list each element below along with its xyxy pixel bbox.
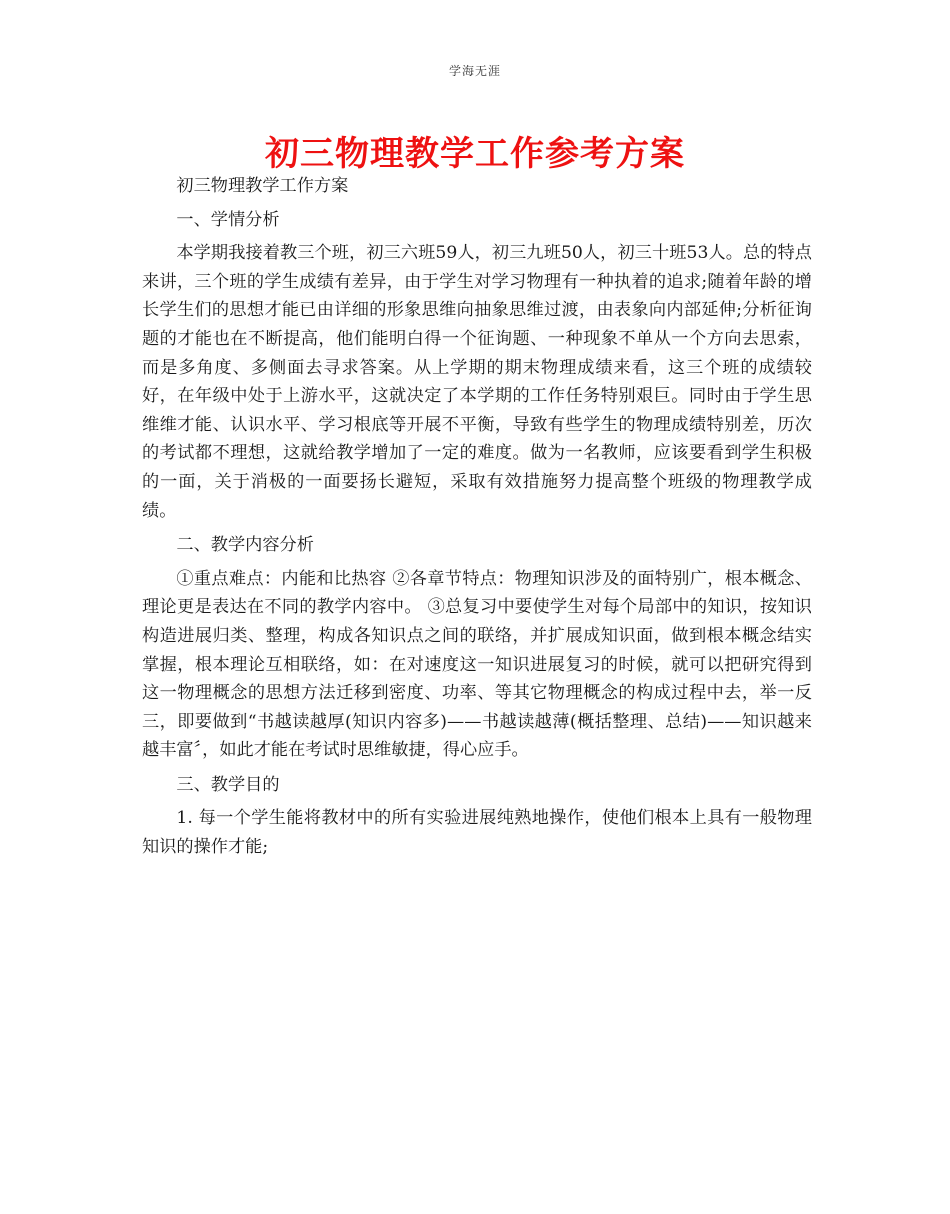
section-heading-learning-analysis: 一、学情分析 xyxy=(176,209,280,230)
document-subtitle: 初三物理教学工作方案 xyxy=(176,176,349,196)
section-heading-teaching-goals: 三、教学目的 xyxy=(176,774,280,795)
list-item-goal-1: 1. 每一个学生能将教材中的所有实验进展纯熟地操作，使他们根本上具有一般物理知识的操作才能; xyxy=(142,808,812,858)
paragraph-content-analysis: ①重点难点：内能和比热容 ②各章节特点：物理知识涉及的面特别广，根本概念、理论更是表达在不同的教学内容中。 ③总复习中要使学生对每个局部中的知识，按知识构造进展归类、整理，构成各知识点之间的联络，并扩展成知识面，做到根本概念结实掌握，根本理论互相联络，如：在对速度这一知识进展复习的时候，就可以把研究得到这一物理概念的思想方法迁移到密度、功率、等其它物理概念的构成过程中去，举一反三，即要做到“书越读越厚(知识内容多)——书越读越薄(概括整理、总结)——知识越来越丰富〞，如此才能在考试时思维敏捷，得心应手。 xyxy=(142,568,812,761)
document-title: 初三物理教学工作参考方案 xyxy=(265,134,685,174)
document-body xyxy=(142,172,812,866)
page-header: 学海无涯 xyxy=(448,64,501,78)
section-heading-content-analysis: 二、教学内容分析 xyxy=(176,535,314,556)
paragraph-learning-analysis: 本学期我接着教三个班，初三六班59人，初三九班50人，初三十班53人。总的特点来讲，三个班的学生成绩有差异，由于学生对学习物理有一种执着的追求;随着年龄的增长学生们的思想才能已由详细的形象思维向抽象思维过渡，由表象向内部延伸;分析征询题的才能也在不断提高，他们能明白得一个征询题、一种现象不单从一个方向去思索，而是多角度、多侧面去寻求答案。从上学期的期末物理成绩来看，这三个班的成绩较好，在年级中处于上游水平，这就决定了本学期的工作任务特别艰巨。同时由于学生思维维才能、认识水平、学习根底等开展不平衡，导致有些学生的物理成绩特别差，历次的考试都不理想，这就给教学增加了一定的难度。做为一名教师，应该要看到学生积极的一面，关于消极的一面要扬长避短，采取有效措施努力提高整个班级的物理教学成绩。 xyxy=(142,243,812,521)
